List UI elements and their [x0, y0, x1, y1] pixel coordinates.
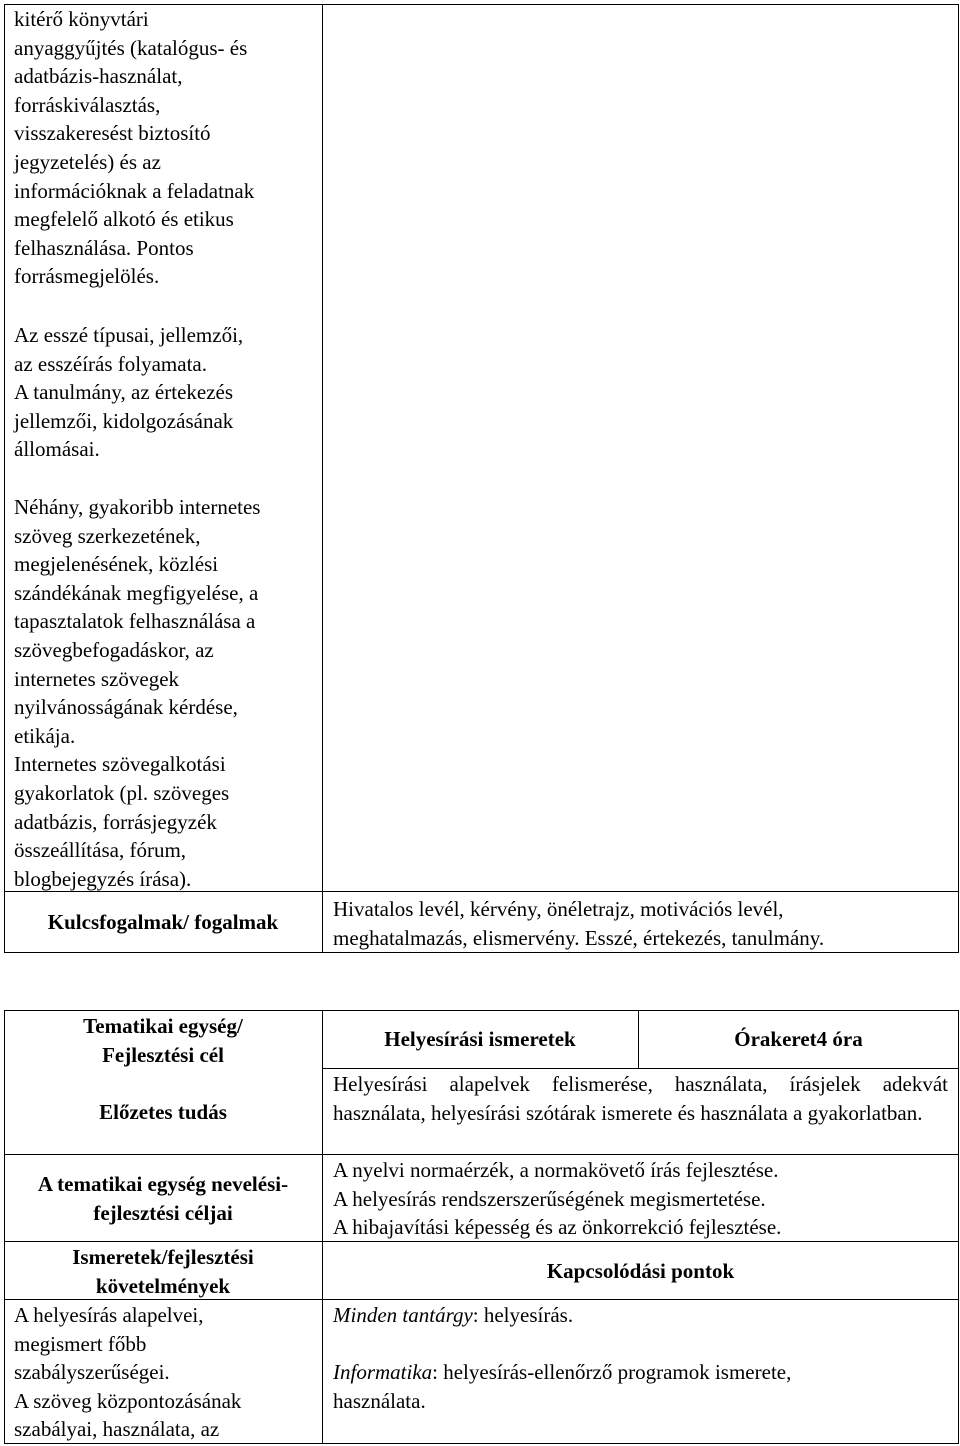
connection-subject: Minden tantárgy: [333, 1303, 473, 1327]
key-concepts-label: Kulcsfogalmak/ fogalmak: [47, 910, 279, 934]
internet-texts-text: Néhány, gyakoribb internetes szöveg szerkezetének, megjelenésének, közlési szándékának megfigyelése, a tapasztalatok felhasználása a szövegbefogadáskor, az internetes szövegek nyilvánosságának kérdése, etikája. Internetes szövegalkotási gyakorlatok (pl. szöveges adatbázis, forrásjegyzék összeállítása, fórum, blogbejegyzés írása).: [14, 495, 261, 891]
connection-item: [333, 1301, 955, 1330]
key-concepts-value: Hivatalos levél, kérvény, önéletrajz, motivációs levél, meghatalmazás, elismervény. Esszé, értekezés, tanulmány.: [333, 897, 825, 950]
connection-text: : helyesírás-ellenőrző programok ismerete, használata.: [333, 1360, 792, 1413]
knowledge-requirements-label: Ismeretek/fejlesztési követelmények: [72, 1245, 254, 1298]
development-goals-value: A nyelvi normaérzék, a normakövető írás fejlesztése. A helyesírás rendszerszerűségének megismertetése. A hibajavítási képesség és az önkorrekció fejlesztése.: [333, 1158, 782, 1240]
connection-subject: Informatika: [333, 1360, 433, 1384]
unit-label: Tematikai egység/ Fejlesztési cél: [83, 1014, 243, 1067]
table-1-column-divider: [322, 4, 323, 953]
table-2-row-divider-2: [4, 1154, 959, 1155]
prior-knowledge-value: Helyesírási alapelvek felismerése, használata, írásjelek adekvát használata, helyesírási szótárak ismerete és használata a gyakorlatban.: [333, 1072, 948, 1125]
hours-label: Órakeret4 óra: [734, 1027, 863, 1051]
unit-title: Helyesírási ismeretek: [384, 1027, 576, 1051]
library-research-text: kitérő könyvtári anyaggyűjtés (katalógus- és adatbázis-használat, forráskiválasztás, visszakeresést biztosító jegyzetelés) és az információknak a feladatnak megfelelő alkotó és etikus felhasználása. Pontos forrásmegjelölés.: [14, 7, 255, 289]
connection-item: [333, 1358, 955, 1415]
development-goals-label: A tematikai egység nevelési- fejlesztési céljai: [37, 1172, 289, 1225]
table-2-header-divider: [638, 1010, 639, 1068]
table-2-row-divider-1: [322, 1068, 959, 1069]
essay-types-text: Az esszé típusai, jellemzői, az esszéírás folyamata. A tanulmány, az értekezés jellemzői, kidolgozásának állomásai.: [14, 323, 244, 462]
connection-text: : helyesírás.: [472, 1303, 574, 1327]
table-2-column-divider: [322, 1010, 323, 1444]
knowledge-requirements-value: A helyesírás alapelvei, megismert főbb szabályszerűségei. A szöveg központozásának szabályai, használata, az: [14, 1303, 242, 1442]
connections-label: Kapcsolódási pontok: [546, 1259, 735, 1283]
prior-knowledge-label: Előzetes tudás: [99, 1100, 227, 1124]
